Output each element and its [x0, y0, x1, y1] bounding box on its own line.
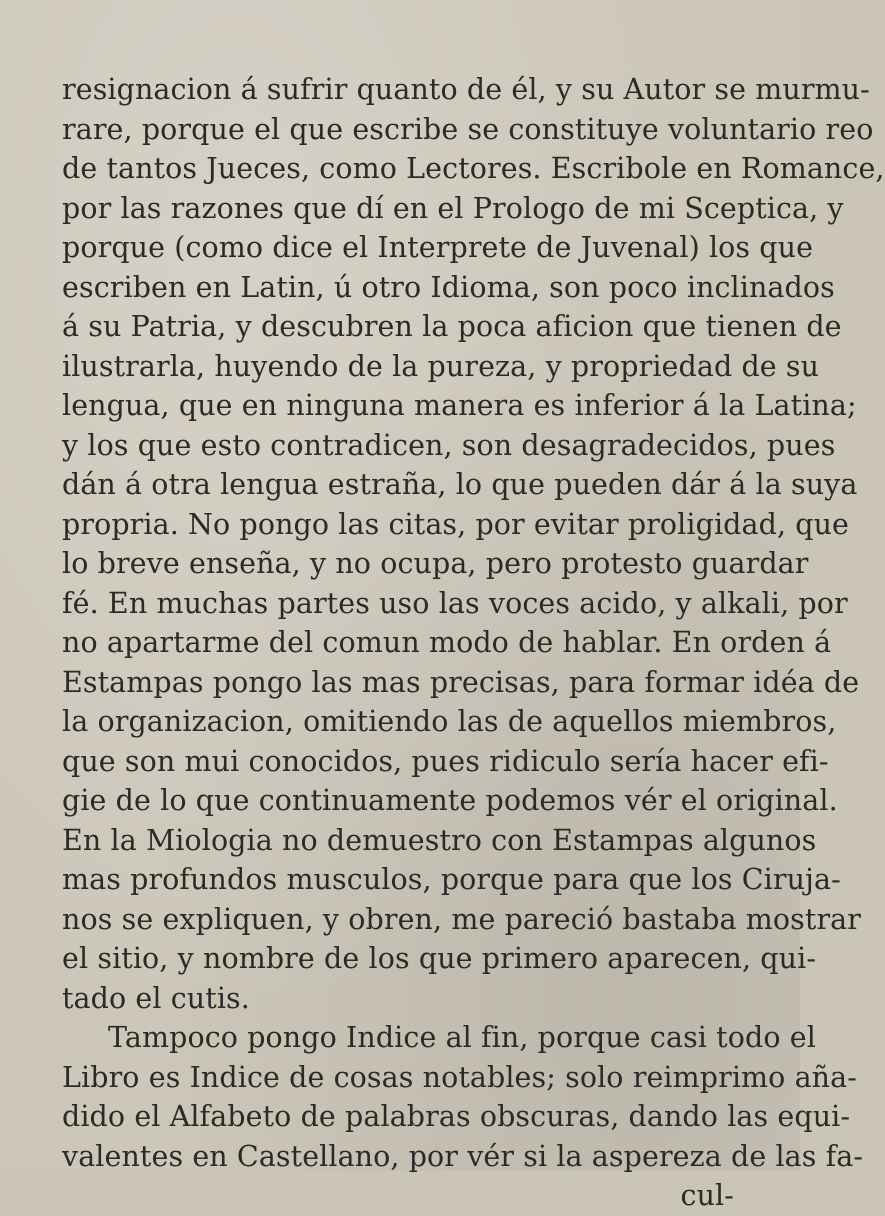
text-line: nos se expliquen, y obren, me pareció bastaba mostrar: [62, 902, 861, 936]
text-line: dido el Alfabeto de palabras obscuras, dando las equi-: [62, 1100, 851, 1133]
text-line: Estampas pongo las mas precisas, para formar idéa de: [62, 665, 860, 699]
text-line: de tantos Jueces, como Lectores. Escribole en Romance,: [62, 152, 885, 185]
text-line: el sitio, y nombre de los que primero aparecen, qui-: [62, 942, 817, 975]
text-line: tado el cutis.: [62, 981, 250, 1015]
text-line: rare, porque el que escribe se constituye voluntario reo: [62, 112, 874, 146]
text-line: resignacion á sufrir quanto de él, y su Autor se murmu-: [62, 73, 870, 106]
text-line: En la Miologia no demuestro con Estampas algunos: [62, 823, 817, 857]
text-line: que son mui conocidos, pues ridiculo sería hacer efi-: [62, 744, 829, 778]
text-line: valentes en Castellano, por vér si la aspereza de las fa-: [62, 1139, 864, 1173]
text-line: lo breve enseña, y no ocupa, pero protesto guardar: [62, 547, 809, 580]
text-line: gie de lo que continuamente podemos vér el original.: [62, 784, 838, 817]
text-line: escriben en Latin, ú otro Idioma, son poco inclinados: [62, 270, 835, 304]
text-line: Libro es Indice de cosas notables; solo reimprimo aña-: [62, 1060, 857, 1094]
text-line: dán á otra lengua estraña, lo que pueden dár á la suya: [62, 468, 858, 501]
text-line: á su Patria, y descubren la poca aficion que tienen de: [62, 310, 842, 343]
text-line: fé. En muchas partes uso las voces acido, y alkali, por: [62, 586, 848, 620]
text-line: lengua, que en ninguna manera es inferior á la Latina;: [62, 389, 857, 422]
text-line: propria. No pongo las citas, por evitar proligidad, que: [62, 507, 850, 541]
text-line: ilustrarla, huyendo de la pureza, y propriedad de su: [62, 349, 820, 383]
body-text: [62, 70, 885, 1216]
text-line: mas profundos musculos, porque para que los Ciruja-: [62, 863, 841, 896]
text-line: por las razones que dí en el Prologo de mi Sceptica, y: [62, 191, 844, 225]
paragraph-first-line: Tampoco pongo Indice al fin, porque casi todo el: [108, 1021, 816, 1054]
catchword: cul-: [680, 1179, 734, 1212]
text-line: porque (como dice el Interprete de Juvenal) los que: [62, 231, 814, 264]
text-line: no apartarme del comun modo de hablar. En orden á: [62, 626, 832, 659]
text-line: la organizacion, omitiendo las de aquellos miembros,: [62, 705, 837, 738]
text-line: y los que esto contradicen, son desagradecidos, pues: [62, 428, 836, 462]
